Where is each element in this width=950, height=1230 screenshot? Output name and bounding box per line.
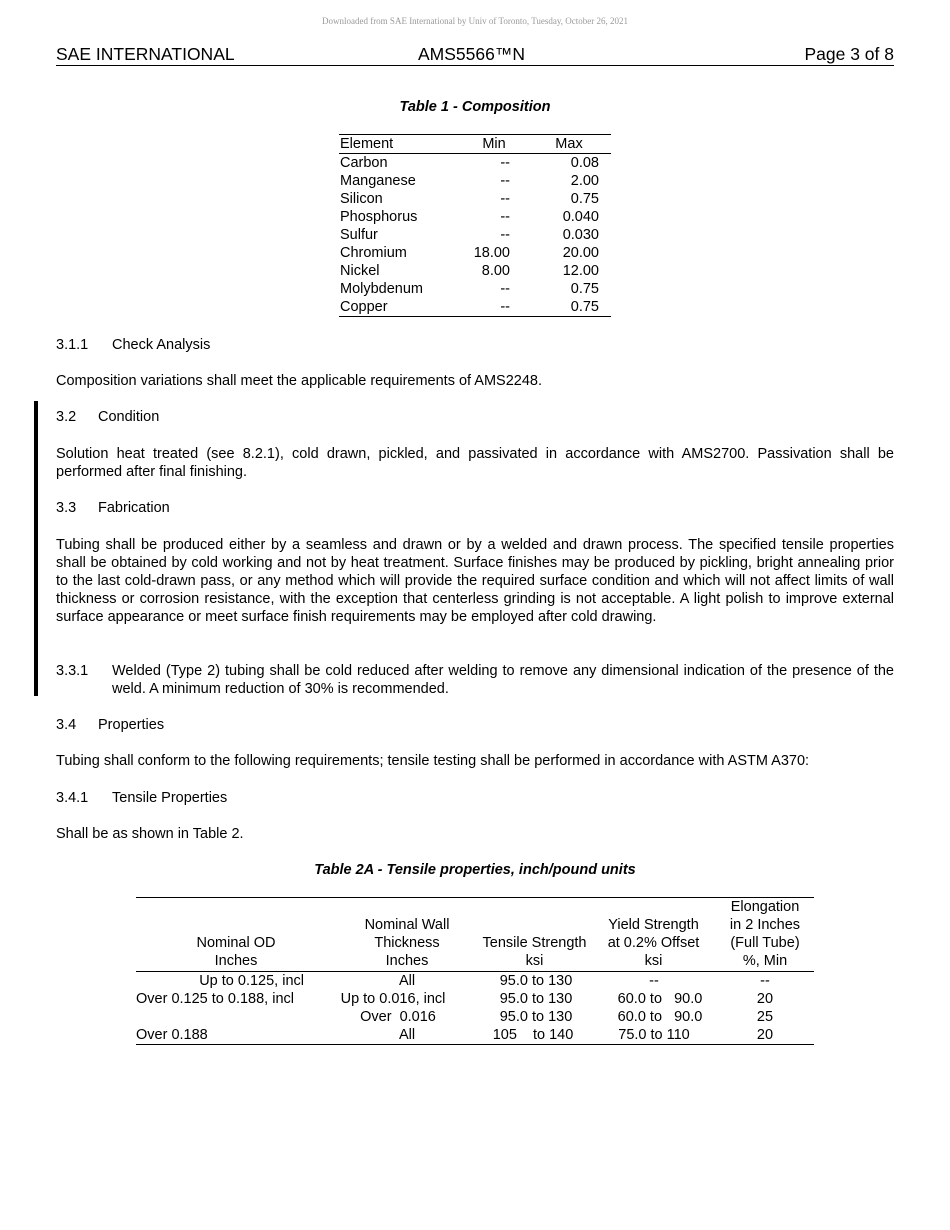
section-3-3-heading — [56, 499, 170, 517]
section-3-3-text: Tubing shall be produced either by a seamless and drawn or by a welded and drawn process. The specified tensile properties shall be obtained by cold working and not by heat treatment. Surface finishes may be produced by pickling, bright annealing prior to the last cold-drawn pass, or any method which will provide the required surface condition and which will not affect limits of wall thickness or corrosion resistance, with the exception that centerless grinding is not acceptable. A light polish to improve external surface appearance or meet surface finish requirements may be employed after cold drawing. — [56, 537, 894, 625]
min-value: 8.00 — [481, 263, 510, 279]
section-3-4-1-heading — [56, 789, 228, 807]
table1-caption: Table 1 - Composition — [399, 99, 551, 115]
element-name: Manganese — [340, 173, 416, 189]
col-nominal-wall: Nominal Wall Thickness Inches — [364, 917, 450, 969]
col-element: Element — [340, 136, 394, 152]
section-number: 3.4 — [56, 717, 77, 733]
element-name: Sulfur — [340, 227, 378, 243]
col-nominal-od: Nominal OD Inches — [196, 935, 276, 969]
section-title: Fabrication — [98, 500, 170, 516]
col-elongation: Elongation in 2 Inches (Full Tube) %, Min — [729, 899, 801, 969]
yield-strength-cell: -- — [649, 973, 659, 989]
section-number: 3.3.1 — [56, 663, 89, 679]
element-name: Copper — [340, 299, 388, 315]
page-header — [56, 44, 894, 66]
min-value: -- — [500, 281, 510, 297]
table-header-row — [136, 897, 814, 972]
header-org: SAE INTERNATIONAL — [56, 44, 235, 64]
nominal-od-cell: Over 0.188 — [136, 1027, 208, 1043]
section-title: Check Analysis — [112, 337, 211, 353]
element-name: Chromium — [340, 245, 407, 261]
table-row — [339, 226, 611, 244]
revision-bar — [34, 401, 38, 696]
section-number: 3.1.1 — [56, 337, 89, 353]
table-row — [339, 172, 611, 190]
element-name: Silicon — [340, 191, 383, 207]
nominal-wall-cell: All — [398, 973, 416, 989]
min-value: -- — [500, 155, 510, 171]
min-value: -- — [500, 173, 510, 189]
elongation-cell: 20 — [756, 1027, 774, 1043]
section-3-4-text: Tubing shall conform to the following requirements; tensile testing shall be performed in accordance with ASTM A370: — [56, 753, 810, 769]
table-header-row — [339, 134, 611, 154]
tensile-strength-cell: 95.0 to 130 — [499, 973, 573, 989]
max-value: 0.08 — [570, 155, 599, 171]
max-value: 0.75 — [570, 191, 599, 207]
nominal-wall-cell: Up to 0.016, incl — [340, 991, 446, 1007]
min-value: 18.00 — [473, 245, 510, 261]
tensile-properties-table — [136, 897, 814, 1045]
col-min: Min — [482, 136, 506, 152]
section-number: 3.3 — [56, 500, 77, 516]
section-number: 3.4.1 — [56, 790, 89, 806]
tensile-strength-cell: 105 to 140 — [492, 1027, 574, 1043]
table-row — [339, 298, 611, 316]
element-name: Phosphorus — [340, 209, 418, 225]
col-tensile-strength: Tensile Strength ksi — [482, 935, 587, 969]
max-value: 2.00 — [570, 173, 599, 189]
section-3-3-1-text: Welded (Type 2) tubing shall be cold reduced after welding to remove any dimensional indication of the presence of the weld. A minimum reduction of 30% is recommended. — [112, 663, 894, 697]
element-name: Nickel — [340, 263, 380, 279]
min-value: -- — [500, 209, 510, 225]
table-row — [339, 208, 611, 226]
max-value: 0.75 — [570, 281, 599, 297]
section-3-2-heading — [56, 408, 160, 426]
max-value: 0.75 — [570, 299, 599, 315]
col-yield-strength: Yield Strength at 0.2% Offset ksi — [607, 917, 700, 969]
section-3-2-text: Solution heat treated (see 8.2.1), cold drawn, pickled, and passivated in accordance with AMS2700. Passivation shall be performed after final finishing. — [56, 446, 894, 480]
max-value: 0.030 — [562, 227, 599, 243]
section-3-4-1-text: Shall be as shown in Table 2. — [56, 826, 244, 842]
max-value: 0.040 — [562, 209, 599, 225]
section-3-4-heading — [56, 716, 165, 734]
min-value: -- — [500, 227, 510, 243]
section-3-1-1-heading — [56, 336, 211, 354]
table-row — [339, 262, 611, 280]
nominal-wall-cell: Over 0.016 — [360, 1009, 436, 1025]
max-value: 20.00 — [562, 245, 599, 261]
table-row — [339, 244, 611, 262]
min-value: -- — [500, 191, 510, 207]
section-title: Properties — [98, 717, 165, 733]
yield-strength-cell: 60.0 to 90.0 — [617, 991, 703, 1007]
table-row — [339, 280, 611, 298]
section-3-3-1-number — [56, 662, 88, 680]
header-page-number: Page 3 of 8 — [804, 44, 894, 64]
header-doc-number: AMS5566™N — [418, 44, 525, 64]
max-value: 12.00 — [562, 263, 599, 279]
table-row — [339, 190, 611, 208]
elongation-cell: 20 — [756, 991, 774, 1007]
elongation-cell: -- — [760, 973, 770, 989]
section-title: Condition — [98, 409, 160, 425]
col-max: Max — [555, 136, 583, 152]
nominal-wall-cell: All — [398, 1027, 416, 1043]
nominal-od-cell: Up to 0.125, incl — [199, 973, 304, 989]
table-row — [339, 154, 611, 172]
table-body — [136, 972, 814, 1045]
nominal-od-cell: Over 0.125 to 0.188, incl — [136, 991, 294, 1007]
tensile-strength-cell: 95.0 to 130 — [499, 1009, 573, 1025]
table-body — [339, 154, 611, 317]
min-value: -- — [500, 299, 510, 315]
element-name: Carbon — [340, 155, 388, 171]
elongation-cell: 25 — [756, 1009, 774, 1025]
table2a-caption: Table 2A - Tensile properties, inch/pound units — [314, 862, 636, 878]
yield-strength-cell: 60.0 to 90.0 — [617, 1009, 703, 1025]
section-title: Tensile Properties — [112, 790, 228, 806]
composition-table — [339, 134, 611, 317]
tensile-strength-cell: 95.0 to 130 — [499, 991, 573, 1007]
download-watermark: Downloaded from SAE International by Univ of Toronto, Tuesday, October 26, 2021 — [321, 16, 629, 26]
element-name: Molybdenum — [340, 281, 424, 297]
section-number: 3.2 — [56, 409, 77, 425]
yield-strength-cell: 75.0 to 110 — [618, 1027, 690, 1043]
section-3-1-1-text: Composition variations shall meet the applicable requirements of AMS2248. — [56, 373, 543, 389]
